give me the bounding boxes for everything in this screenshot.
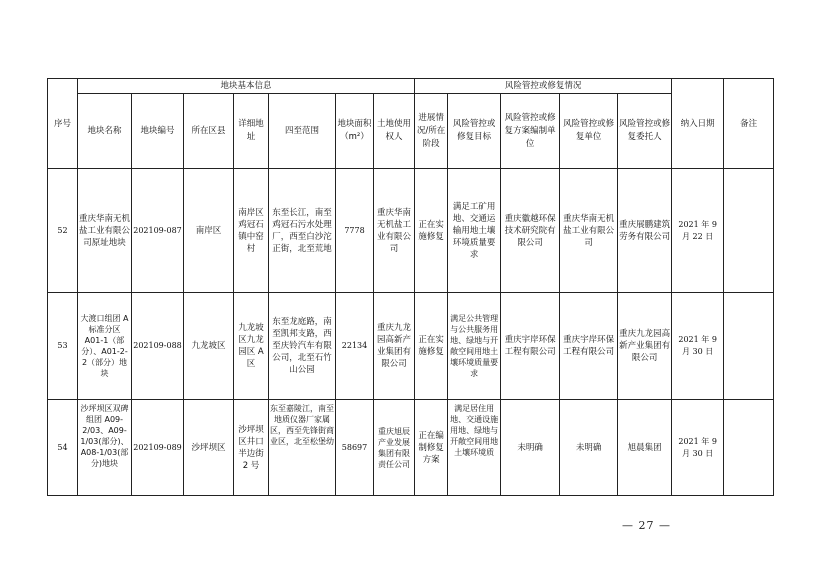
cell-address: 南岸区鸡冠石镇中窑村: [234, 169, 269, 293]
cell-client: 重庆九龙园高新产业集团有限公司: [618, 293, 672, 400]
header-name: 地块名称: [78, 94, 132, 169]
cell-stage: 正在实施修复: [415, 293, 448, 400]
cell-area: 22134: [336, 293, 374, 400]
cell-area: 7778: [336, 169, 374, 293]
cell-name: 大渡口组团 A 标准分区 A01-1（部分）、A01-2-2（部分）地块: [78, 293, 132, 400]
cell-seq: 53: [48, 293, 78, 400]
header-seq: 序号: [48, 79, 78, 169]
cell-boundary: 东至龙庭路，南至凯邦支路，西至庆铃汽车有限公司，北至石竹山公园: [269, 293, 336, 400]
cell-user: 重庆华南无机盐工业有限公司: [374, 169, 415, 293]
header-area: 地块面积（m²）: [336, 94, 374, 169]
header-boundary: 四至范围: [269, 94, 336, 169]
cell-stage: 正在编制修复方案: [415, 400, 448, 496]
header-client: 风险管控或修复委托人: [618, 94, 672, 169]
cell-exec-unit: 重庆宇岸环保工程有限公司: [560, 293, 618, 400]
header-exec-unit: 风险管控或修复单位: [560, 94, 618, 169]
cell-name: 重庆华南无机盐工业有限公司原址地块: [78, 169, 132, 293]
header-group-risk-control: 风险管控或修复情况: [415, 79, 672, 94]
cell-user: 重庆九龙园高新产业集团有限公司: [374, 293, 415, 400]
cell-plan-unit: 重庆徽越环保技术研究院有限公司: [501, 169, 560, 293]
cell-seq: 52: [48, 169, 78, 293]
cell-stage: 正在实施修复: [415, 169, 448, 293]
header-group-basic-info: 地块基本信息: [78, 79, 415, 94]
cell-remark: [724, 400, 774, 496]
cell-date: 2021 年 9 月 30 日: [672, 293, 724, 400]
cell-plan-unit: 重庆宇岸环保工程有限公司: [501, 293, 560, 400]
cell-name: 沙坪坝区双碑组团 A09-2/03、A09-1/03(部分)、A08-1/03(部分)地块: [78, 400, 132, 496]
cell-address: 九龙坡区九龙园区 A 区: [234, 293, 269, 400]
cell-code: 202109-088: [132, 293, 184, 400]
table-row: [48, 400, 774, 496]
header-goal: 风险管控或修复目标: [448, 94, 501, 169]
cell-user: 重庆旭辰产业发展集团有限责任公司: [374, 400, 415, 496]
cell-seq: 54: [48, 400, 78, 496]
table-row: [48, 169, 774, 293]
cell-date: 2021 年 9 月 22 日: [672, 169, 724, 293]
cell-goal: 满足公共管理与公共服务用地、绿地与开敞空间用地土壤环境质量要求: [448, 293, 501, 400]
header-user: 土地使用权人: [374, 94, 415, 169]
header-date: 纳入日期: [672, 79, 724, 169]
cell-district: 沙坪坝区: [184, 400, 234, 496]
cell-plan-unit: 未明确: [501, 400, 560, 496]
header-code: 地块编号: [132, 94, 184, 169]
page-number: — 27 —: [622, 519, 671, 532]
table-row: [48, 293, 774, 400]
cell-boundary: 东至嘉陵江，南至地质仪器厂家属区，西至先锋街商业区，北至松堡幼: [269, 400, 336, 496]
cell-boundary: 东至长江，南至鸡冠石污水处理厂，西至白沙沱正街，北至荒地: [269, 169, 336, 293]
cell-address: 沙坪坝区井口半边街 2 号: [234, 400, 269, 496]
header-district: 所在区县: [184, 94, 234, 169]
cell-exec-unit: 未明确: [560, 400, 618, 496]
header-address: 详细地址: [234, 94, 269, 169]
contaminated-site-table: [47, 78, 774, 496]
cell-client: 重庆展鹏建筑劳务有限公司: [618, 169, 672, 293]
cell-goal: 满足工矿用地、交通运输用地土壤环境质量要求: [448, 169, 501, 293]
cell-district: 南岸区: [184, 169, 234, 293]
cell-client: 旭晨集团: [618, 400, 672, 496]
cell-exec-unit: 重庆华南无机盐工业有限公司: [560, 169, 618, 293]
cell-date: 2021 年 9 月 30 日: [672, 400, 724, 496]
cell-district: 九龙坡区: [184, 293, 234, 400]
header-remark: 备注: [724, 79, 774, 169]
header-stage: 进展情况/所在阶段: [415, 94, 448, 169]
cell-area: 58697: [336, 400, 374, 496]
header-plan-unit: 风险管控或修复方案编制单位: [501, 94, 560, 169]
cell-remark: [724, 169, 774, 293]
cell-code: 202109-087: [132, 169, 184, 293]
cell-code: 202109-089: [132, 400, 184, 496]
cell-remark: [724, 293, 774, 400]
cell-goal: 满足居住用地、交通设施用地、绿地与开敞空间用地土壤环境质: [448, 400, 501, 496]
